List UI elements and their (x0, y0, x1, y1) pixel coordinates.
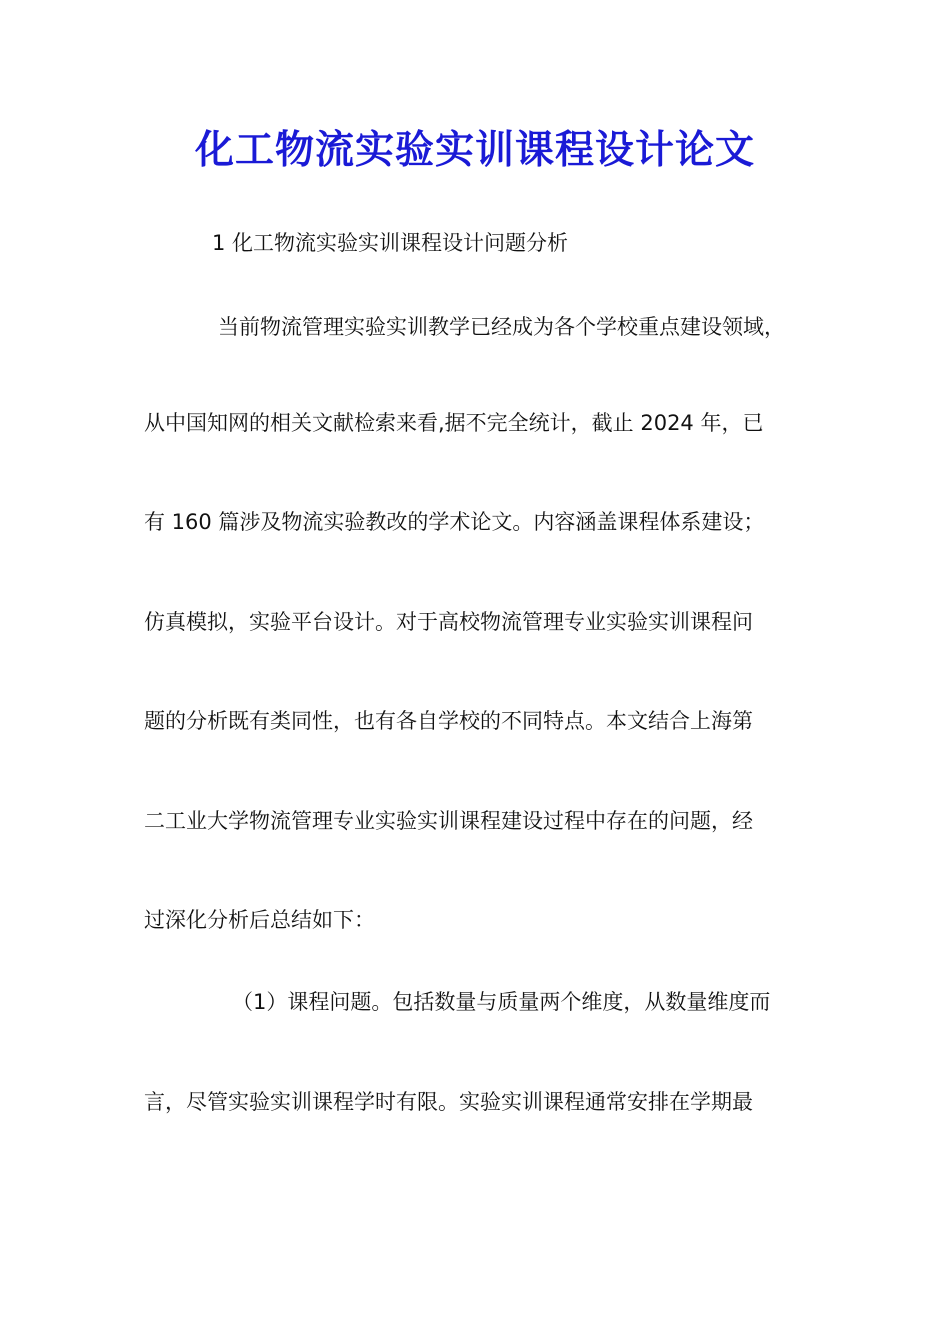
document-title: 化工物流实验实训课程设计论文 (194, 127, 755, 173)
paragraph-line: 从中国知网的相关文献检索来看,据不完全统计，截止 2024 年，已 (144, 411, 764, 435)
paragraph-line: 仿真模拟，实验平台设计。对于高校物流管理专业实验实训课程问 (144, 610, 753, 634)
section-heading: 1 化工物流实验实训课程设计问题分析 (212, 231, 569, 255)
paragraph-line: 二工业大学物流管理专业实验实训课程建设过程中存在的问题，经 (144, 809, 753, 833)
paragraph-line: 有 160 篇涉及物流实验教改的学术论文。内容涵盖课程体系建设； (144, 510, 765, 534)
paragraph-line: 过深化分析后总结如下： (144, 908, 375, 932)
paragraph-line: （1）课程问题。包括数量与质量两个维度，从数量维度而 (232, 990, 771, 1014)
paragraph-line: 题的分析既有类同性，也有各自学校的不同特点。本文结合上海第 (144, 709, 753, 733)
paragraph-line: 言，尽管实验实训课程学时有限。实验实训课程通常安排在学期最 (144, 1090, 753, 1114)
paragraph-line: 当前物流管理实验实训教学已经成为各个学校重点建设领域， (218, 315, 785, 339)
